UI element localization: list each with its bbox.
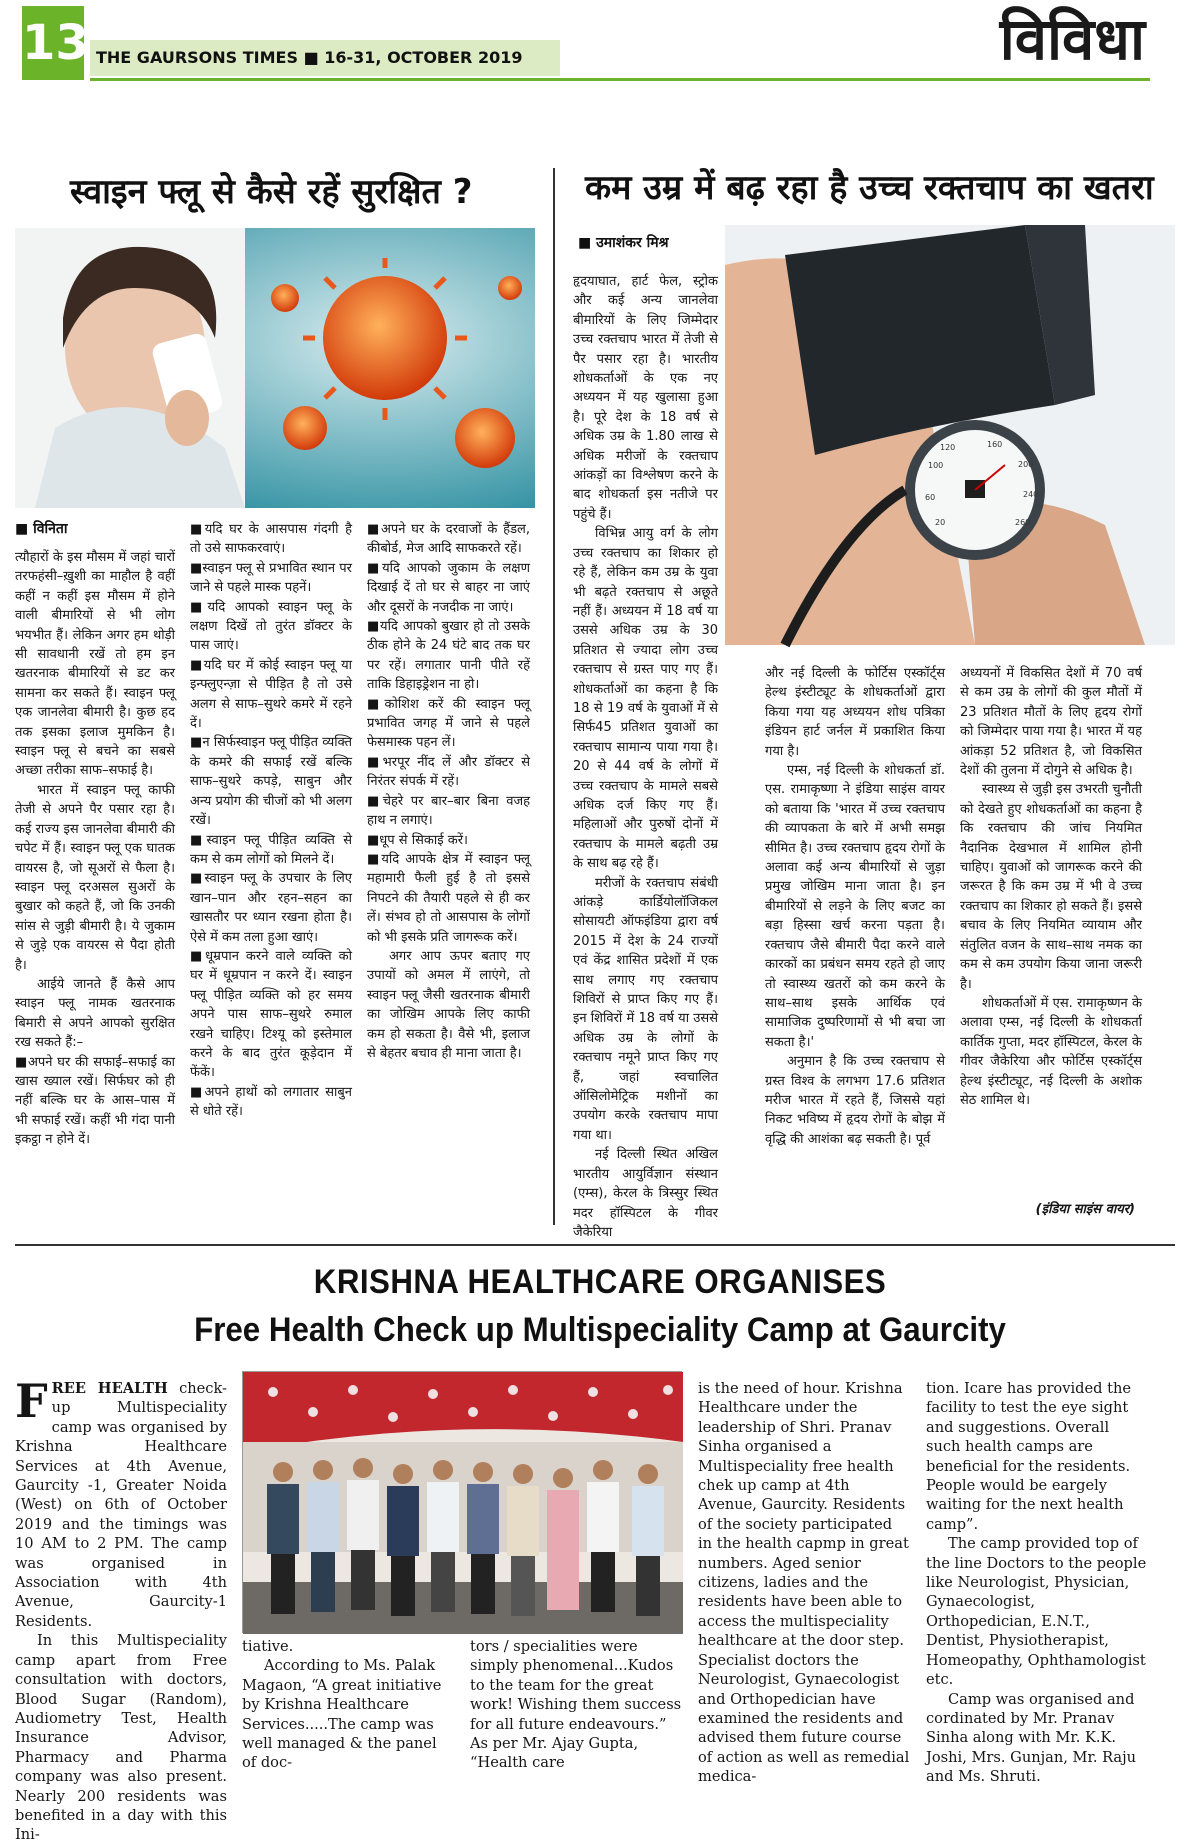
paragraph: स्वास्थ्य से जुड़ी इस उभरती चुनौती को देखते हुए शोधकर्ताओं का कहना है कि रक्तचाप की जांच नियमित नैदानिक देखभाल में शामिल होनी चाहिए। युवाओं को जागरूक करने की जरूरत है कि कम उम्र में भी वे उच्च रक्तचाप का शिकार हो सकते हैं। इससे बचाव के लिए नियमित व्यायाम और संतुलित वजन के साथ–साथ नमक का कम से कम उपयोग किया जाना जरूरी है। bbox=[960, 782, 1142, 992]
paragraph: विभिन्न आयु वर्ग के लोग उच्च रक्तचाप का शिकार हो रहे हैं, लेकिन कम उम्र के युवा भी बढ़ते रक्तचाप से अछूते नहीं हैं। अध्ययन में 18 वर्ष या उससे अधिक उम्र के 30 प्रतिशत से ज्यादा लोग उच्च रक्तचाप से ग्रस्त पाए गए हैं। शोधकर्ताओं का कहना है कि 18 से 19 वर्ष के युवाओं में से सिर्फ45 प्रतिशत युवाओं का रक्तचाप सामान्य पाया गया है। 20 से 44 वर्ष के लोगों में उच्च रक्तचाप के मामले सबसे अधिक दर्ज किए गए हैं। महिलाओं और पुरुषों दोनों में रक्तचाप के मामले बढ़ती उम्र के साथ बढ़ रहे हैं। bbox=[573, 526, 718, 872]
krishna-column-3 bbox=[470, 1637, 682, 1773]
health-camp-photo bbox=[242, 1371, 682, 1633]
lead-bold: REE HEALTH bbox=[51, 1380, 168, 1397]
svg-text:260: 260 bbox=[1015, 518, 1031, 527]
paragraph: ■ भरपूर नींद लें और डॉक्टर से निरंतर संपर्क में रहें। bbox=[367, 753, 530, 792]
bp-column-2 bbox=[765, 664, 945, 1149]
paragraph: tiative. bbox=[242, 1638, 294, 1655]
blood-pressure-image bbox=[725, 225, 1175, 645]
paragraph: त्यौहारों के इस मौसम में जहां चारों तरफहंसी–ख़ुशी का माहौल है वहीं कहीं न कहीं इस मौसम में होने वाली बीमारियों से भी लोग भयभीत हैं। लेकिन अगर हम थोड़ी सी सावधानी रखें तो हम इन खतरनाक बीमारियों से डट कर सामना कर सकते हैं। स्वाइन फ्लू एक जानलेवा बीमारी है। कुछ हद तक इसका इलाज मुमकिन है। स्वाइन फ्लू से बचने का सबसे अच्छा तरीका साफ–सफाई है। bbox=[15, 550, 175, 779]
bp-source: (इंडिया साइंस वायर) bbox=[1035, 1202, 1135, 1217]
paragraph: ■ न सिर्फस्वाइन फ्लू पीड़ित व्यक्ति के कमरे की सफाई रखें बल्कि साफ–सुथरे कपड़े, साबुन और अन्य प्रयोग की चीजों को भी अलग रखें। bbox=[190, 733, 352, 830]
paragraph: ■ यदि आपको स्वाइन फ्लू के लक्षण दिखें तो तुरंत डॉक्टर के पास जाएं। bbox=[190, 598, 352, 656]
paragraph: tors / specialities were simply phenomenal...Kudos to the team for the great work! Wishing them success for all future endeavours.” As per Mr. Ajay Gupta, “Health care bbox=[470, 1638, 682, 1772]
paragraph: The camp provided top of the line Doctors to the people like Neurologist, Physician, Gynaecologist, Orthopedician, E.N.T., Dentist, Physiotherapist, Homeopathy, Ophthamologist etc. bbox=[926, 1535, 1147, 1689]
paragraph: ■ अपने हाथों को लगातार साबुन से धोते रहें। bbox=[190, 1083, 352, 1122]
krishna-subheadline: Free Health Check up Multispeciality Camp at Gaurcity bbox=[194, 1311, 1006, 1349]
svg-text:100: 100 bbox=[928, 461, 944, 470]
paragraph: According to Ms. Palak Magaon, “A great initiative by Krishna Healthcare Services.....The camp was well managed & the panel of doc- bbox=[242, 1657, 442, 1772]
paragraph: ■ यदि आपको जुकाम के लक्षण दिखाई दें तो घर से बाहर ना जाएं और दूसरों के नजदीक ना जाएं। bbox=[367, 559, 530, 617]
krishna-column-5 bbox=[926, 1379, 1148, 1787]
paragraph: ■ यदि घर में कोई स्वाइन फ्लू या इन्फ्लुएन्ज़ा से पीड़ित है तो उसे अलग से साफ–सुथरे कमरे में रहने दें। bbox=[190, 656, 352, 734]
paragraph: ■ स्वाइन फ्लू से प्रभावित स्थान पर जाने से पहले मास्क पहनें। bbox=[190, 559, 352, 598]
paragraph: ■ यदि आपके क्षेत्र में स्वाइन फ्लू महामारी फैली हुई है तो इससे निपटने की तैयारी पहले से ही कर लें। संभव हो तो आसपास के लोगों को भी इसके प्रति जागरूक करें। bbox=[367, 850, 530, 947]
svg-text:240: 240 bbox=[1023, 490, 1039, 499]
svg-text:200: 200 bbox=[1018, 460, 1034, 469]
paragraph: अनुमान है कि उच्च रक्तचाप से ग्रस्त विश्व के लगभग 17.6 प्रतिशत मरीज भारत में रहते हैं, जिससे यहां निकट भविष्य में हृदय रोगों के बोझ में वृद्धि की आशंका बढ़ सकती है। पूर्व bbox=[765, 1054, 945, 1147]
paragraph: शोधकर्ताओं में एस. रामाकृष्णन के अलावा एम्स, नई दिल्ली के शोधकर्ता कार्तिक गुप्ता, मदर हॉस्पिटल, केरल के गीवर जैकेरिया और फोर्टिस एस्कॉर्ट्स हेल्थ इंस्टीट्यूट, नई दिल्ली के अशोक सेठ शामिल थे। bbox=[960, 995, 1142, 1108]
drop-cap: F bbox=[15, 1374, 48, 1428]
page-number: 13 bbox=[22, 6, 84, 80]
paragraph: ■ धूप से सिकाई करें। bbox=[367, 831, 530, 850]
swine-flu-column-2 bbox=[190, 520, 352, 1122]
swine-flu-image bbox=[15, 228, 535, 508]
paragraph: भारत में स्वाइन फ्लू काफी तेजी से अपने पैर पसार रहा है। कई राज्य इस जानलेवा बीमारी की चपेट में हैं। स्वाइन फ्लू एक घातक वायरस है, जो सूअरों से फैला है। स्वाइन फ्लू दरअसल सुअरों के बुखार को कहते हैं, जो कि उनकी सांस से जुड़ी बीमारी है। ये जुकाम से जुड़े एक वायरस से पैदा होती है। bbox=[15, 782, 175, 973]
paragraph: ■ स्वाइन फ्लू पीड़ित व्यक्ति से कम से कम लोगों को मिलने दें। bbox=[190, 831, 352, 870]
paragraph: मरीजों के रक्तचाप संबंधी आंकड़े कार्डियोलॉजिकल सोसायटी ऑफइंडिया द्वारा वर्ष 2015 में देश के 24 राज्यों एवं केंद्र शासित प्रदेशों में एक साथ लगाए गए रक्तचाप शिविरों से प्राप्त किए गए हैं। इन शिविरों में 18 वर्ष या उससे अधिक उम्र के लोगों के रक्तचाप नमूने प्राप्त किए गए हैं, जहां स्वचालित ऑसिलोमेट्रिक मशीनों का उपयोग करके रक्तचाप मापा गया था। bbox=[573, 875, 718, 1143]
paragraph: ■ धूम्रपान करने वाले व्यक्ति को घर में धूम्रपान न करने दें। स्वाइन फ्लू पीड़ित व्यक्ति को हर समय अपने पास साफ–सुथरे रुमाल रखने चाहिए। टिश्यू को इस्तेमाल करने के बाद तुरंत कूड़ेदान में फेंकें। bbox=[190, 947, 352, 1083]
swine-flu-column-3 bbox=[367, 520, 530, 1063]
svg-text:60: 60 bbox=[925, 493, 936, 502]
paragraph: tion. Icare has provided the facility to test the eye sight and suggestions. Overall such health camps are beneficial for the residents. People would be eargely waiting for the next health camp”. bbox=[926, 1380, 1131, 1533]
bp-column-3 bbox=[960, 664, 1142, 1110]
swine-flu-byline: ■ विनिता bbox=[15, 519, 68, 538]
paragraph: अगर आप ऊपर बताए गए उपायों को अमल में लाएंगे, तो स्वाइन फ्लू जैसी खतरनाक बीमारी का जोखिम आपके लिए काफी कम हो सकता है। वैसे भी, इलाज से बेहतर बचाव ही माना जाता है। bbox=[367, 948, 530, 1061]
svg-text:160: 160 bbox=[987, 440, 1003, 449]
bp-headline: कम उम्र में बढ़ रहा है उच्च रक्तचाप का खतरा bbox=[585, 168, 1154, 208]
paragraph: अध्ययनों में विकसित देशों में 70 वर्ष से कम उम्र के लोगों की कुल मौतों में 23 प्रतिशत मौतों के लिए हृदय रोगों को जिम्मेदार पाया गया है। भारत में यह आंकड़ा 52 प्रतिशत है, जो विकसित देशों की तुलना में दोगुने से अधिक है। bbox=[960, 666, 1142, 779]
svg-text:20: 20 bbox=[935, 518, 946, 527]
masthead-title: THE GAURSONS TIMES ■ 16-31, OCTOBER 2019 bbox=[90, 40, 560, 76]
section-divider bbox=[15, 1244, 1175, 1246]
paragraph: आईये जानते हैं कैसे आप स्वाइन फ्लू नामक खतरनाक बिमारी से अपने आपको सुरक्षित रख सकते हैं:– bbox=[15, 976, 175, 1051]
krishna-column-1 bbox=[15, 1374, 227, 1845]
swine-flu-column-1 bbox=[15, 548, 175, 1150]
paragraph: is the need of hour. Krishna Healthcare under the leadership of Shri. Pranav Sinha organised a Multispeciality free health chek up camp at 4th Avenue, Gaurcity. Residents of the society participated in the health capmp in great numbers. Aged senior citizens, ladies and the residents have been able to access the multispeciality healthcare at the door step. Specialist doctors the Neurologist, Gynaecologist and Orthopedician have examined the residents and advised them future course of action as well as remedial medica- bbox=[698, 1380, 910, 1786]
swine-flu-headline: स्वाइन फ्लू से कैसे रहें सुरक्षित ? bbox=[70, 172, 473, 212]
column-divider bbox=[553, 168, 555, 1225]
krishna-column-2 bbox=[242, 1637, 454, 1773]
krishna-col1-para-1: check-up Multispeciality camp was organised by Krishna Healthcare Services at 4th Avenue, Gaurcity -1, Greater Noida (West) on 6th of October 2019 and the timings was 10 AM to 2 PM. The camp was organised in Association with 4th Avenue, Gaurcity-1 Residents. bbox=[15, 1380, 227, 1630]
paragraph: ■ कोशिश करें की स्वाइन फ्लू प्रभावित जगह में जाने से पहले फेसमास्क पहन लें। bbox=[367, 695, 530, 753]
paragraph: एम्स, नई दिल्ली के शोधकर्ता डॉ. एस. रामाकृष्णा ने इंडिया साइंस वायर को बताया कि 'भारत में उच्च रक्तचाप की व्यापकता के बारे में अभी समझ सीमित है। उच्च रक्तचाप हृदय रोगों के अलावा कई अन्य बीमारियों से जुड़ा प्रमुख जोखिम माना जाता है। इन बीमारियों से लड़ने के लिए बजट का बड़ा हिस्सा खर्च करना पड़ता है। रक्तचाप जैसे बीमारी पैदा करने वाले कारकों का प्रबंधन समय रहते हो जाए तो स्वास्थ्य खतरों को कम करने के साथ–साथ इसके आर्थिक एवं सामाजिक दुष्परिणामों से भी बचा जा सकता है।' bbox=[765, 763, 945, 1050]
paragraph: नई दिल्ली स्थित अखिल भारतीय आयुर्विज्ञान संस्थान (एम्स), केरल के त्रिस्सुर स्थित मदर हॉस्पिटल के गीवर जैकेरिया bbox=[573, 1147, 718, 1240]
krishna-headline: KRISHNA HEALTHCARE ORGANISES bbox=[313, 1263, 887, 1301]
paragraph: और नई दिल्ली के फोर्टिस एस्कॉर्ट्स हेल्थ इंस्टीट्यूट के शोधकर्ताओं द्वारा किया गया यह अध्ययन शोध पत्रिका इंडियन हार्ट जर्नल में प्रकाशित किया गया है। bbox=[765, 666, 945, 759]
paragraph: ■ अपने घर के दरवाजों के हैंडल, कीबोर्ड, मेज आदि साफकरते रहें। bbox=[367, 520, 530, 559]
paragraph: ■ यदि आपको बुखार हो तो उसके ठीक होने के 24 घंटे बाद तक घर पर रहें। लगातार पानी पीते रहें ताकि डिहाइड्रेशन ना हो। bbox=[367, 617, 530, 695]
paragraph: Camp was organised and cordinated by Mr. Pranav Sinha along with Mr. K.K. Joshi, Mrs. Gunjan, Mr. Raju and Ms. Shruti. bbox=[926, 1690, 1137, 1786]
krishna-col1-para-2: In this Multispeciality camp apart from Free consultation with doctors, Blood Sugar (Random), Audiometry Test, Health Insurance Advisor, Pharmacy and Pharma company was also present. Nearly 200 residents was benefited in a day with this Ini- bbox=[15, 1632, 227, 1844]
krishna-column-4 bbox=[698, 1379, 910, 1787]
paragraph: ■ अपने घर की सफाई–सफाई का खास ख्याल रखें। सिर्फघर को ही नहीं बल्कि घर के आस–पास में भी सफाई रखें। कहीं भी गंदा पानी इकट्ठा न होने दें। bbox=[15, 1053, 175, 1150]
bp-byline: ■ उमाशंकर मिश्र bbox=[578, 233, 669, 252]
masthead-rule bbox=[90, 78, 1150, 81]
section-title: विविधा bbox=[999, 5, 1145, 73]
paragraph: ■ यदि घर के आसपास गंदगी है तो उसे साफकरवाएं। bbox=[190, 520, 352, 559]
paragraph: ■ स्वाइन फ्लू के उपचार के लिए खान–पान और रहन–सहन का खासतौर पर ध्यान रखना होता है। ऐसे में कम तला हुआ खाएं। bbox=[190, 869, 352, 947]
paragraph: हृदयाघात, हार्ट फेल, स्ट्रोक और कई अन्य जानलेवा बीमारियों के लिए जिम्मेदार उच्च रक्तचाप भारत में तेजी से पैर पसार रहा है। भारतीय शोधकर्ताओं के एक नए अध्ययन में यह खुलासा हुआ है। पूरे देश के 18 वर्ष से अधिक उम्र के 1.80 लाख से अधिक मरीजों के रक्तचाप आंकड़ों का विश्लेषण करने के बाद शोधकर्ता इस नतीजे पर पहुंचे हैं। bbox=[573, 274, 718, 522]
svg-text:120: 120 bbox=[940, 443, 956, 452]
paragraph: ■ चेहरे पर बार–बार बिना वजह हाथ न लगाएं। bbox=[367, 792, 530, 831]
bp-column-1 bbox=[573, 272, 718, 1242]
